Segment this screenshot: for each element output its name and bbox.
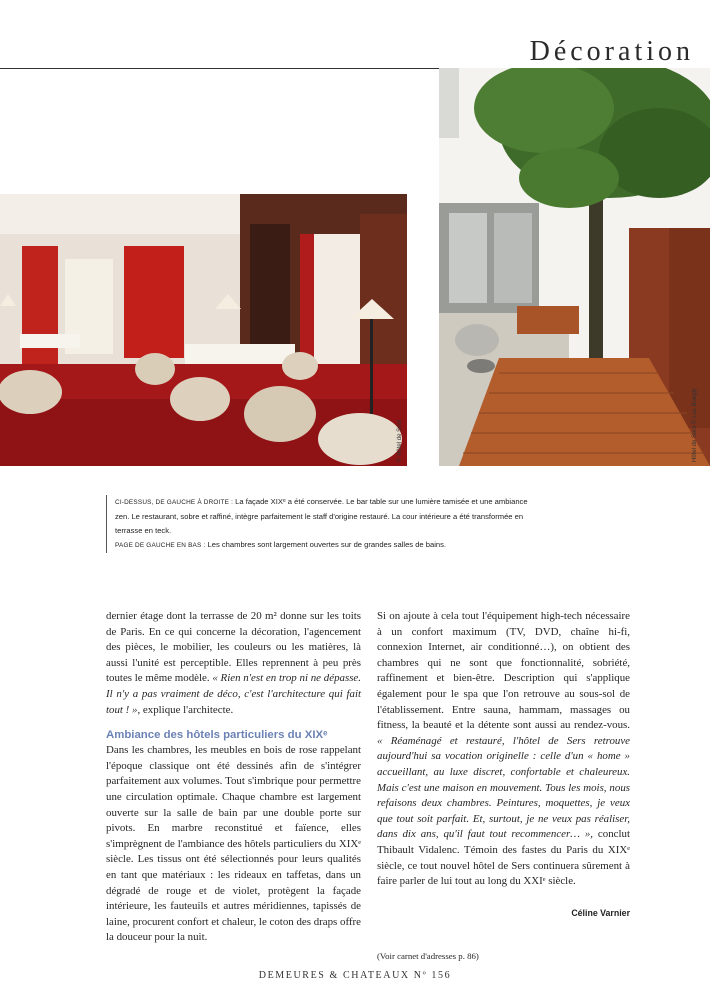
article-column-left bbox=[106, 609, 361, 946]
right-paragraph-1 bbox=[377, 609, 630, 890]
left-p1-end: , explique l'architecte. bbox=[137, 703, 234, 716]
caption-lead-2: PAGE DE GAUCHE EN BAS : bbox=[115, 542, 206, 549]
restaurant-photo-credit: © Hôtel de Sers bbox=[397, 419, 403, 462]
caption-lead-1: CI-DESSUS, DE GAUCHE À DROITE : bbox=[115, 499, 234, 506]
courtyard-illustration bbox=[439, 68, 710, 466]
caption-line-2 bbox=[115, 538, 535, 553]
left-p1-text: dernier étage dont la terrasse de 20 m² donne sur les toits de Paris. En ce qui concerne la décoration, l'agencement des pièces, le mobilier, les couleurs ou les matières, là aussi l'unité est perceptible. Elles reprennent à peu près toutes le même modèle. bbox=[106, 610, 361, 685]
article-subheading: Ambiance des hôtels particuliers du XIXᵉ bbox=[106, 729, 328, 742]
photo-caption bbox=[106, 495, 535, 553]
right-p1-text: Si on ajoute à cela tout l'équipement high-tech nécessaire à un confort maximum (TV, DVD, chaîne hi-fi, connexion Internet, air conditionné…), on obtient des chambres qui ne sont que fonctionnalité, sobriété, raffinement et bien-être. Description qui s'applique également pour le spa que l'on retrouve au sous-sol de l'établissement. Entre sauna, hammam, massages ou fitness, la beauté et la détente sont aussi au rendez-vous. bbox=[377, 610, 630, 732]
restaurant-illustration bbox=[0, 194, 407, 466]
right-p1-end: , conclut Thibault Vidalenc. Témoin des fastes du Paris du XIXᵉ siècle, ce tout nouvel hôtel de Sers continuera sûrement à faire parler de lui tout au long du XXIᵉ siècle. bbox=[377, 828, 630, 888]
section-title: Décoration bbox=[529, 36, 694, 67]
author-signature: Céline Varnier bbox=[571, 907, 630, 918]
caption-text-2: Les chambres sont largement ouvertes sur de grandes salles de bains. bbox=[205, 540, 447, 549]
courtyard-photo bbox=[439, 68, 710, 466]
see-also-reference: (Voir carnet d'adresses p. 86) bbox=[377, 951, 479, 962]
restaurant-photo bbox=[0, 194, 407, 466]
article-column-right bbox=[377, 609, 630, 965]
courtyard-photo-credit: Hôtel de Sers © Luc Boegly bbox=[692, 388, 698, 462]
left-paragraph-2: Dans les chambres, les meubles en bois de rose rappelant l'époque classique ont été dessinés afin de s'intégrer parfaitement aux volumes. Tout s'imbrique pour permettre une circulation optimale. Chaque chambre est largement ouverte sur la salle de bain par une double porte sur pivots. En marbre reconstitué et faïence, elles s'imprègnent de l'ambiance des hôtels particuliers du XIXᵉ siècle. Les tissus ont été sélectionnés pour leurs qualités en tant que matériaux : les rideaux en taffetas, dans un dégradé de rouge et de violet, protègent la façade intérieure, les fauteuils et autres méridiennes, tapissés de laine, procurent confort et chaleur, le coton des draps offre la douceur pour la nuit. bbox=[106, 744, 361, 944]
right-p1-quote: « Réaménagé et restauré, l'hôtel de Sers retrouve aujourd'hui sa vocation originelle : celle d'un « home » accueillant, au luxe discret, confortable et chaleureux. Mais c'est une maison en mouvement. Tous les mois, nous refaisons deux chambres. Peintures, moquettes, je veux que tout soit parfait. Et, surtout, je ne veux pas réaliser, dans dix ans, qu'il faut tout recommencer… » bbox=[377, 734, 630, 841]
left-paragraph-1 bbox=[106, 609, 361, 718]
caption-line-1 bbox=[115, 495, 535, 538]
left-p1-quote: « Rien n'est en trop ni ne dépasse. Il n'y a pas vraiment de déco, c'est l'architecture qui fait tout ! » bbox=[106, 672, 361, 716]
page-footer: DEMEURES & CHATEAUX Nº 156 bbox=[258, 970, 452, 981]
caption-text-1: La façade XIXᵉ a été conservée. Le bar table sur une lumière tamisée et une ambiance zen. Le restaurant, sobre et raffiné, intègre parfaitement le staff d'origine restauré. La cour intérieure a été transformée en terrasse en teck. bbox=[115, 497, 528, 535]
